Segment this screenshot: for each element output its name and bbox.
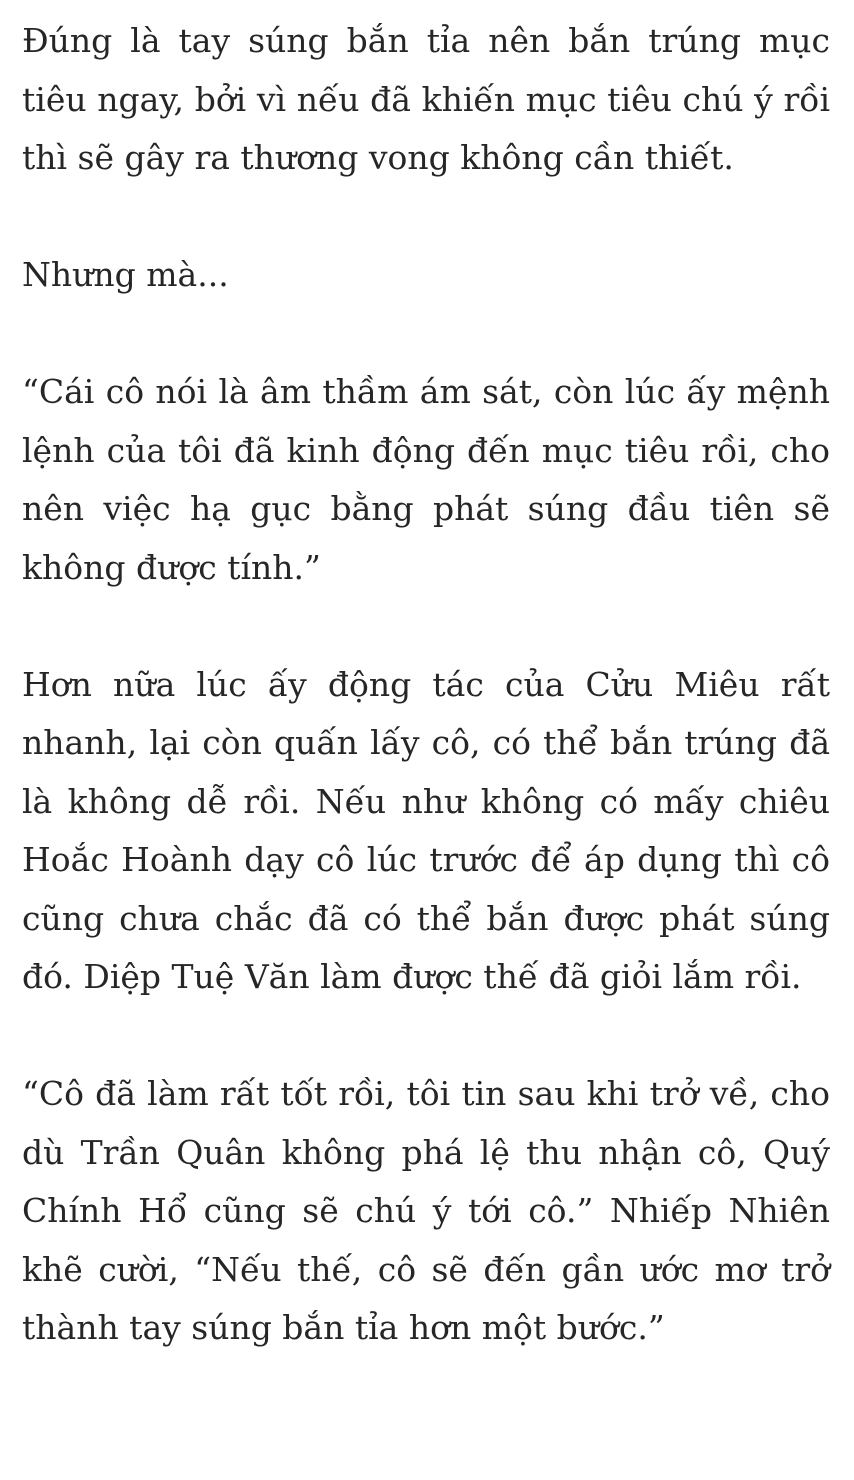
paragraph-5: “Cô đã làm rất tốt rồi, tôi tin sau khi trở về, cho dù Trần Quân không phá lệ thu nhận cô, Quý Chính Hổ cũng sẽ chú ý tới cô.” Nhiếp Nhiên khẽ cười, “Nếu thế, cô sẽ đến gần ước mơ trở thành tay súng bắn tỉa hơn một bước.” xyxy=(22,1074,830,1347)
paragraph-4: Hơn nữa lúc ấy động tác của Cửu Miêu rất nhanh, lại còn quấn lấy cô, có thể bắn trúng đã là không dễ rồi. Nếu như không có mấy chiêu Hoắc Hoành dạy cô lúc trước để áp dụng thì cô cũng chưa chắc đã có thể bắn được phát súng đó. Diệp Tuệ Văn làm được thế đã giỏi lắm rồi. xyxy=(22,664,830,996)
paragraph-2: Nhưng mà... xyxy=(22,255,229,294)
paragraph-1: Đúng là tay súng bắn tỉa nên bắn trúng mục tiêu ngay, bởi vì nếu đã khiến mục tiêu chú ý rồi thì sẽ gây ra thương vong không cần thiết. xyxy=(22,21,830,177)
paragraph-3: “Cái cô nói là âm thầm ám sát, còn lúc ấy mệnh lệnh của tôi đã kinh động đến mục tiêu rồi, cho nên việc hạ gục bằng phát súng đầu tiên sẽ không được tính.” xyxy=(22,372,830,587)
